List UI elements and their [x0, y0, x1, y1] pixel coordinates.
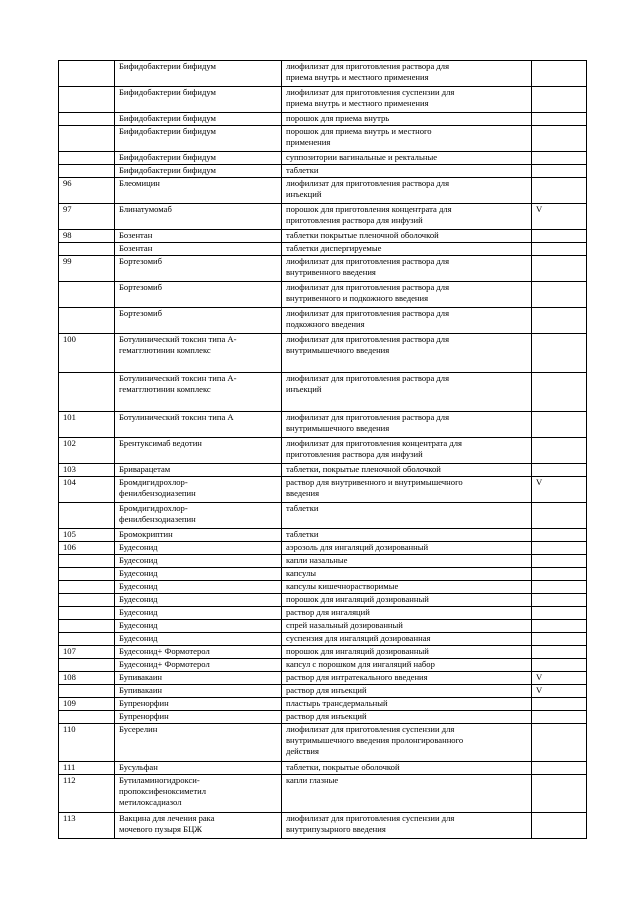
vital-mark-cell: [532, 61, 587, 87]
drug-name-cell: Бозентан: [115, 243, 282, 256]
row-number-cell: 111: [59, 762, 115, 775]
vital-mark-cell: V: [532, 685, 587, 698]
drug-name-cell: Бортезомиб: [115, 282, 282, 308]
drug-name-cell: Бифидобактерии бифидум: [115, 152, 282, 165]
row-number-cell: [59, 282, 115, 308]
vital-mark-cell: [532, 256, 587, 282]
row-number-cell: 100: [59, 334, 115, 373]
drug-name-cell: Ботулинический токсин типа А- гемагглютинин комплекс: [115, 373, 282, 412]
dosage-form-cell: лиофилизат для приготовления раствора для внутримышечного введения: [282, 334, 532, 373]
vital-mark-cell: [532, 607, 587, 620]
drug-name-cell: Блеомицин: [115, 178, 282, 204]
table-row: [59, 698, 587, 711]
row-number-cell: 105: [59, 529, 115, 542]
table-row: [59, 256, 587, 282]
drug-name-cell: Бусульфан: [115, 762, 282, 775]
row-number-cell: 97: [59, 204, 115, 230]
table-row: [59, 542, 587, 555]
dosage-form-cell: таблетки: [282, 503, 532, 529]
table-row: [59, 503, 587, 529]
drug-name-cell: Бутиламиногидрокси- пропоксифеноксиметил метилоксадиазол: [115, 775, 282, 813]
row-number-cell: 112: [59, 775, 115, 813]
dosage-form-cell: порошок для приема внутрь: [282, 113, 532, 126]
row-number-cell: 102: [59, 438, 115, 464]
table-body: [59, 61, 587, 839]
row-number-cell: [59, 87, 115, 113]
table-row: [59, 126, 587, 152]
dosage-form-cell: таблетки: [282, 529, 532, 542]
row-number-cell: [59, 373, 115, 412]
dosage-form-cell: раствор для инъекций: [282, 685, 532, 698]
drug-name-cell: Бусерелин: [115, 724, 282, 762]
row-number-cell: [59, 503, 115, 529]
dosage-form-cell: таблетки, покрытые пленочной оболочкой: [282, 464, 532, 477]
table-row: [59, 204, 587, 230]
drug-name-cell: Будесонид+ Формотерол: [115, 659, 282, 672]
drug-name-cell: Ботулинический токсин типа А- гемагглютинин комплекс: [115, 334, 282, 373]
row-number-cell: [59, 165, 115, 178]
drug-name-cell: Бупренорфин: [115, 711, 282, 724]
table-row: [59, 685, 587, 698]
drug-name-cell: Блинатумомаб: [115, 204, 282, 230]
row-number-cell: [59, 113, 115, 126]
vital-mark-cell: [532, 373, 587, 412]
vital-mark-cell: [532, 87, 587, 113]
vital-mark-cell: [532, 152, 587, 165]
drug-name-cell: Бромокриптин: [115, 529, 282, 542]
dosage-form-cell: спрей назальный дозированный: [282, 620, 532, 633]
vital-mark-cell: [532, 724, 587, 762]
drug-name-cell: Бифидобактерии бифидум: [115, 113, 282, 126]
drug-name-cell: Будесонид: [115, 594, 282, 607]
table-row: [59, 581, 587, 594]
row-number-cell: [59, 633, 115, 646]
vital-mark-cell: [532, 230, 587, 243]
row-number-cell: [59, 685, 115, 698]
dosage-form-cell: раствор для инъекций: [282, 711, 532, 724]
dosage-form-cell: пластырь трансдермальный: [282, 698, 532, 711]
dosage-form-cell: раствор для внутривенного и внутримышечного введения: [282, 477, 532, 503]
vital-mark-cell: [532, 813, 587, 839]
vital-mark-cell: [532, 568, 587, 581]
drug-name-cell: Будесонид: [115, 620, 282, 633]
dosage-form-cell: лиофилизат для приготовления раствора для внутривенного введения: [282, 256, 532, 282]
table-row: [59, 178, 587, 204]
table-row: [59, 594, 587, 607]
vital-mark-cell: [532, 464, 587, 477]
drug-name-cell: Бупренорфин: [115, 698, 282, 711]
table-row: [59, 477, 587, 503]
row-number-cell: [59, 711, 115, 724]
row-number-cell: [59, 555, 115, 568]
dosage-form-cell: лиофилизат для приготовления концентрата для приготовления раствора для инфузий: [282, 438, 532, 464]
row-number-cell: 109: [59, 698, 115, 711]
table-row: [59, 165, 587, 178]
drug-name-cell: Бозентан: [115, 230, 282, 243]
row-number-cell: [59, 152, 115, 165]
dosage-form-cell: таблетки: [282, 165, 532, 178]
table-row: [59, 659, 587, 672]
table-row: [59, 308, 587, 334]
vital-mark-cell: [532, 698, 587, 711]
drug-name-cell: Брентуксимаб ведотин: [115, 438, 282, 464]
table-row: [59, 762, 587, 775]
vital-mark-cell: [532, 503, 587, 529]
table-row: [59, 61, 587, 87]
vital-mark-cell: V: [532, 477, 587, 503]
vital-mark-cell: [532, 334, 587, 373]
row-number-cell: 110: [59, 724, 115, 762]
table-row: [59, 464, 587, 477]
vital-mark-cell: [532, 412, 587, 438]
dosage-form-cell: раствор для ингаляций: [282, 607, 532, 620]
table-row: [59, 724, 587, 762]
drug-name-cell: Будесонид: [115, 568, 282, 581]
row-number-cell: 101: [59, 412, 115, 438]
row-number-cell: [59, 568, 115, 581]
vital-mark-cell: [532, 438, 587, 464]
dosage-form-cell: порошок для приема внутрь и местного применения: [282, 126, 532, 152]
table-row: [59, 568, 587, 581]
table-row: [59, 607, 587, 620]
drug-name-cell: Бифидобактерии бифидум: [115, 126, 282, 152]
drug-name-cell: Бифидобактерии бифидум: [115, 165, 282, 178]
dosage-form-cell: лиофилизат для приготовления раствора для приема внутрь и местного применения: [282, 61, 532, 87]
vital-mark-cell: [532, 165, 587, 178]
dosage-form-cell: лиофилизат для приготовления суспензии для приема внутрь и местного применения: [282, 87, 532, 113]
vital-mark-cell: [532, 711, 587, 724]
vital-mark-cell: V: [532, 672, 587, 685]
dosage-form-cell: капли глазные: [282, 775, 532, 813]
table-row: [59, 633, 587, 646]
row-number-cell: 106: [59, 542, 115, 555]
row-number-cell: [59, 620, 115, 633]
vital-mark-cell: [532, 126, 587, 152]
drug-name-cell: Бриварацетам: [115, 464, 282, 477]
vital-mark-cell: [532, 178, 587, 204]
drug-name-cell: Будесонид+ Формотерол: [115, 646, 282, 659]
vital-mark-cell: [532, 646, 587, 659]
vital-mark-cell: [532, 633, 587, 646]
row-number-cell: 98: [59, 230, 115, 243]
vital-mark-cell: [532, 594, 587, 607]
table-row: [59, 87, 587, 113]
table-row: [59, 813, 587, 839]
dosage-form-cell: суппозитории вагинальные и ректальные: [282, 152, 532, 165]
table-row: [59, 555, 587, 568]
dosage-form-cell: таблетки, покрытые оболочкой: [282, 762, 532, 775]
vital-mark-cell: [532, 659, 587, 672]
table-row: [59, 334, 587, 373]
table-row: [59, 646, 587, 659]
dosage-form-cell: лиофилизат для приготовления суспензии для внутрипузырного введения: [282, 813, 532, 839]
dosage-form-cell: лиофилизат для приготовления раствора для внутримышечного введения: [282, 412, 532, 438]
table-row: [59, 711, 587, 724]
drug-name-cell: Вакцина для лечения рака мочевого пузыря БЦЖ: [115, 813, 282, 839]
drug-name-cell: Бортезомиб: [115, 256, 282, 282]
drug-name-cell: Бифидобактерии бифидум: [115, 61, 282, 87]
drug-name-cell: Будесонид: [115, 633, 282, 646]
table-row: [59, 152, 587, 165]
vital-mark-cell: [532, 555, 587, 568]
drug-name-cell: Ботулинический токсин типа А: [115, 412, 282, 438]
drug-name-cell: Бортезомиб: [115, 308, 282, 334]
row-number-cell: [59, 659, 115, 672]
dosage-form-cell: лиофилизат для приготовления раствора для инъекций: [282, 178, 532, 204]
drug-name-cell: Будесонид: [115, 607, 282, 620]
table-row: [59, 282, 587, 308]
row-number-cell: [59, 243, 115, 256]
row-number-cell: [59, 594, 115, 607]
dosage-form-cell: порошок для приготовления концентрата для приготовления раствора для инфузий: [282, 204, 532, 230]
table-row: [59, 672, 587, 685]
vital-mark-cell: [532, 113, 587, 126]
dosage-form-cell: таблетки диспергируемые: [282, 243, 532, 256]
drug-name-cell: Будесонид: [115, 542, 282, 555]
drug-name-cell: Бифидобактерии бифидум: [115, 87, 282, 113]
row-number-cell: 99: [59, 256, 115, 282]
row-number-cell: [59, 308, 115, 334]
row-number-cell: 104: [59, 477, 115, 503]
row-number-cell: 107: [59, 646, 115, 659]
row-number-cell: [59, 581, 115, 594]
dosage-form-cell: капсулы: [282, 568, 532, 581]
dosage-form-cell: порошок для ингаляций дозированный: [282, 646, 532, 659]
row-number-cell: 103: [59, 464, 115, 477]
dosage-form-cell: порошок для ингаляций дозированный: [282, 594, 532, 607]
row-number-cell: 113: [59, 813, 115, 839]
drug-name-cell: Бупивакаин: [115, 672, 282, 685]
vital-mark-cell: [532, 282, 587, 308]
table-row: [59, 373, 587, 412]
dosage-form-cell: капсул с порошком для ингаляций набор: [282, 659, 532, 672]
drug-name-cell: Будесонид: [115, 555, 282, 568]
vital-mark-cell: [532, 775, 587, 813]
row-number-cell: [59, 607, 115, 620]
dosage-form-cell: капли назальные: [282, 555, 532, 568]
dosage-form-cell: раствор для интратекального введения: [282, 672, 532, 685]
dosage-form-cell: лиофилизат для приготовления раствора для инъекций: [282, 373, 532, 412]
vital-mark-cell: [532, 529, 587, 542]
table-row: [59, 243, 587, 256]
row-number-cell: [59, 126, 115, 152]
table-row: [59, 438, 587, 464]
table-row: [59, 412, 587, 438]
vital-mark-cell: [532, 581, 587, 594]
table-row: [59, 113, 587, 126]
dosage-form-cell: суспензия для ингаляций дозированная: [282, 633, 532, 646]
row-number-cell: 108: [59, 672, 115, 685]
dosage-form-cell: капсулы кишечнорастворимые: [282, 581, 532, 594]
drug-name-cell: Бупивакаин: [115, 685, 282, 698]
row-number-cell: 96: [59, 178, 115, 204]
dosage-form-cell: лиофилизат для приготовления раствора для подкожного введения: [282, 308, 532, 334]
dosage-form-cell: лиофилизат для приготовления раствора для внутривенного и подкожного введения: [282, 282, 532, 308]
drug-name-cell: Будесонид: [115, 581, 282, 594]
vital-mark-cell: [532, 762, 587, 775]
dosage-form-cell: аэрозоль для ингаляций дозированный: [282, 542, 532, 555]
table-row: [59, 620, 587, 633]
row-number-cell: [59, 61, 115, 87]
vital-mark-cell: [532, 308, 587, 334]
dosage-form-cell: лиофилизат для приготовления суспензии для внутримышечного введения пролонгированного действия: [282, 724, 532, 762]
vital-mark-cell: [532, 620, 587, 633]
table-row: [59, 529, 587, 542]
vital-mark-cell: [532, 243, 587, 256]
vital-mark-cell: [532, 542, 587, 555]
drug-list-table: [58, 60, 587, 839]
table-row: [59, 775, 587, 813]
table-row: [59, 230, 587, 243]
vital-mark-cell: V: [532, 204, 587, 230]
drug-name-cell: Бромдигидрохлор- фенилбензодиазепин: [115, 503, 282, 529]
drug-name-cell: Бромдигидрохлор- фенилбензодиазепин: [115, 477, 282, 503]
dosage-form-cell: таблетки покрытые пленочной оболочкой: [282, 230, 532, 243]
